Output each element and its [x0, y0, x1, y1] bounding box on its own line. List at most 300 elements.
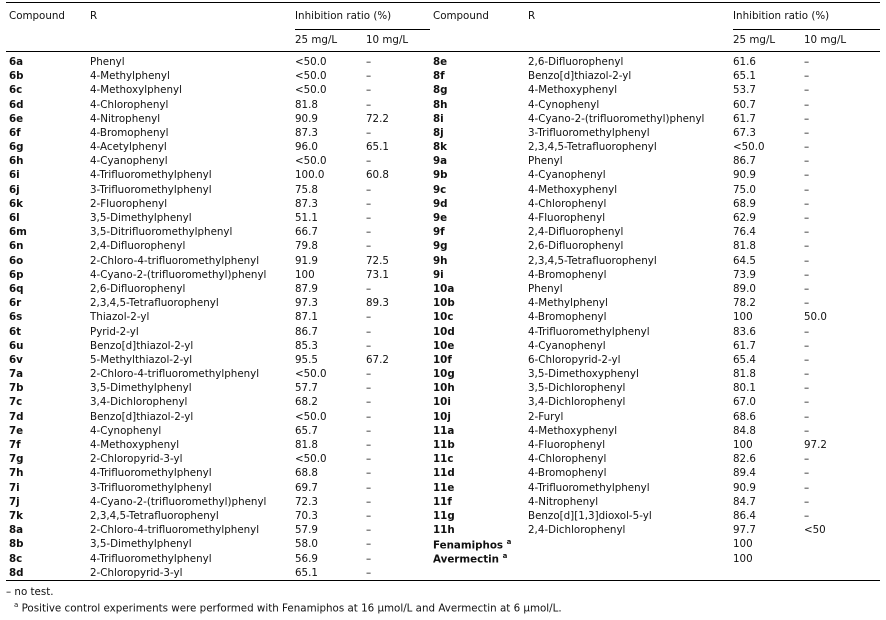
inhibition-25-cell-left: 97.3 — [295, 297, 318, 310]
inhibition-10-cell-left: – — [366, 311, 372, 324]
inhibition-25-cell-left: 68.2 — [295, 396, 318, 409]
inhibition-10-cell-left: – — [366, 84, 372, 97]
substituent-cell-right: 4-Bromophenyl — [528, 311, 607, 324]
compound-cell-left: 7j — [9, 495, 20, 508]
footnote-marker: a — [506, 537, 512, 546]
inhibition-25-cell-right: 80.1 — [733, 382, 756, 395]
substituent-cell-left: 3,5-Ditrifluoromethylphenyl — [90, 226, 233, 239]
inhibition-10-cell-left: – — [366, 282, 372, 295]
inhibition-25-cell-left: 65.1 — [295, 566, 318, 579]
inhibition-10-cell-left: 72.5 — [366, 254, 389, 267]
compound-cell-left: 6e — [9, 112, 24, 125]
substituent-cell-left: 2,6-Difluorophenyl — [90, 282, 186, 295]
inhibition-10-cell-left: – — [366, 424, 372, 437]
table-row — [6, 154, 880, 168]
compound-cell-right: 10i — [433, 396, 451, 409]
inhibition-25-cell-right: 78.2 — [733, 297, 756, 310]
compound-cell-right: 11d — [433, 467, 455, 480]
table-row — [6, 566, 880, 581]
substituent-cell-right — [528, 537, 733, 551]
compound-cell-right: 9c — [433, 183, 447, 196]
substituent-cell-right: 4-Methoxyphenyl — [528, 424, 618, 437]
header-r-left: R — [90, 10, 98, 23]
compound-cell-right: 11a — [433, 424, 455, 437]
substituent-cell-left: 2-Chloro-4-trifluoromethylphenyl — [90, 368, 260, 381]
footnote-control-text: Positive control experiments were performed with Fenamiphos at 16 μmol/L and Avermectin at 6 μmol/L. — [21, 602, 562, 615]
inhibition-10-cell-left: 60.8 — [366, 169, 389, 182]
inhibition-10-cell-left: – — [366, 566, 372, 579]
table-row — [6, 268, 880, 282]
inhibition-10-cell-right: – — [804, 481, 810, 494]
substituent-cell-right: 4-Cyanophenyl — [528, 339, 606, 352]
inhibition-10-cell-right: 97.2 — [804, 439, 827, 451]
inhibition-10-cell-right: – — [804, 254, 810, 267]
inhibition-25-cell-left: 56.9 — [295, 552, 318, 565]
substituent-cell-right: 2-Furyl — [528, 410, 564, 423]
compound-cell-left: 6c — [9, 84, 23, 97]
compound-cell-right: 10e — [433, 339, 455, 352]
inhibition-10-cell-right: – — [804, 339, 810, 352]
substituent-cell-left: Benzo[d]thiazol-2-yl — [90, 410, 194, 423]
table-row — [6, 296, 880, 310]
table-body — [6, 55, 880, 580]
table-row — [6, 98, 880, 112]
inhibition-10-cell-left: – — [366, 439, 372, 451]
substituent-cell-left: 4-Nitrophenyl — [90, 112, 161, 125]
compound-cell-right: 8h — [433, 98, 448, 111]
footnote-positive-control — [6, 599, 880, 615]
table-row — [6, 552, 880, 566]
substituent-cell-right: 4-Cyanophenyl — [528, 169, 606, 182]
substituent-cell-right: 3,5-Dimethoxyphenyl — [528, 368, 639, 381]
compound-cell-left: 8a — [9, 524, 24, 537]
substituent-cell-left: 2-Chloro-4-trifluoromethylphenyl — [90, 524, 260, 537]
inhibition-10-cell-right: – — [804, 155, 810, 168]
header-inhibition-right: Inhibition ratio (%) — [733, 3, 880, 30]
substituent-cell-left: 2,4-Difluorophenyl — [90, 240, 186, 253]
table-row — [6, 126, 880, 140]
inhibition-10-cell-right — [804, 552, 880, 566]
table-row — [6, 537, 880, 551]
compound-cell-right: 10h — [433, 382, 455, 395]
inhibition-25-cell-right: 75.0 — [733, 183, 756, 196]
compound-cell-left: 6m — [9, 226, 27, 239]
inhibition-25-cell-right: 62.9 — [733, 212, 756, 224]
inhibition-10-cell-right: – — [804, 368, 810, 381]
compound-cell-right: 8k — [433, 141, 448, 154]
table-row — [6, 239, 880, 253]
compound-cell-right: 8g — [433, 84, 448, 97]
header-compound-left: Compound — [9, 10, 65, 23]
compound-cell-left: 6q — [9, 282, 24, 295]
compound-cell-left: 7e — [9, 424, 24, 437]
inhibition-10-cell-right: – — [804, 141, 810, 154]
compound-cell-left: 6l — [9, 212, 20, 224]
footnote-marker: a — [502, 551, 508, 560]
inhibition-10-cell-left: – — [366, 524, 372, 537]
substituent-cell-left: 2-Chloropyrid-3-yl — [90, 453, 183, 466]
substituent-cell-right: 3-Trifluoromethylphenyl — [528, 126, 650, 139]
substituent-cell-right: 2,4-Difluorophenyl — [528, 226, 624, 239]
inhibition-25-cell-left: 100.0 — [295, 169, 325, 182]
substituent-cell-right: 4-Chlorophenyl — [528, 197, 607, 210]
compound-cell-left: 8d — [9, 566, 24, 579]
inhibition-10-cell-left: – — [366, 382, 372, 395]
substituent-cell-left: 4-Trifluoromethylphenyl — [90, 467, 212, 480]
inhibition-10-cell-left: – — [366, 226, 372, 239]
substituent-cell-left: 2-Fluorophenyl — [90, 197, 168, 210]
inhibition-25-cell-right: 100 — [733, 538, 753, 551]
compound-cell-left: 6b — [9, 70, 24, 83]
substituent-cell-left: Benzo[d]thiazol-2-yl — [90, 339, 194, 352]
inhibition-10-cell-left: – — [366, 396, 372, 409]
substituent-cell-left: 4-Methylphenyl — [90, 70, 170, 83]
compound-cell-left: 7k — [9, 509, 24, 522]
substituent-cell-right: 3,4-Dichlorophenyl — [528, 396, 626, 409]
inhibition-25-cell-right: 84.8 — [733, 424, 756, 437]
substituent-cell-right: 4-Fluorophenyl — [528, 212, 606, 224]
substituent-cell-right: 4-Trifluoromethylphenyl — [528, 325, 650, 338]
inhibition-10-cell-right: – — [804, 282, 810, 295]
inhibition-25-cell-left: <50.0 — [295, 453, 327, 466]
compound-cell-right: 10j — [433, 410, 451, 423]
substituent-cell-right: 4-Fluorophenyl — [528, 439, 606, 451]
inhibition-25-cell-left: 95.5 — [295, 353, 318, 366]
inhibition-10-cell-right: – — [804, 325, 810, 338]
inhibition-10-cell-left: – — [366, 410, 372, 423]
compound-cell-right: 11b — [433, 439, 455, 451]
table-row — [6, 197, 880, 211]
inhibition-25-cell-left: 69.7 — [295, 481, 318, 494]
substituent-cell-right: 3,5-Dichlorophenyl — [528, 382, 626, 395]
substituent-cell-left: 4-Methoxylphenyl — [90, 84, 182, 97]
table-row — [6, 410, 880, 424]
table-row — [6, 83, 880, 97]
inhibition-25-cell-left: 72.3 — [295, 495, 318, 508]
inhibition-25-cell-left: 75.8 — [295, 183, 318, 196]
table-row — [6, 55, 880, 69]
inhibition-25-cell-right: 100 — [733, 311, 753, 324]
table-row — [6, 495, 880, 509]
inhibition-10-cell-left: – — [366, 70, 372, 83]
inhibition-10-cell-right — [804, 537, 880, 551]
substituent-cell-left: 4-Trifluoromethylphenyl — [90, 169, 212, 182]
inhibition-10-cell-left: – — [366, 453, 372, 466]
table-row — [6, 339, 880, 353]
substituent-cell-left: 3,4-Dichlorophenyl — [90, 396, 188, 409]
compound-cell-left: 6s — [9, 311, 23, 324]
compound-cell-right: 9a — [433, 155, 448, 168]
inhibition-25-cell-right: 61.7 — [733, 339, 756, 352]
substituent-cell-left: 3-Trifluoromethylphenyl — [90, 183, 212, 196]
table-row — [6, 183, 880, 197]
inhibition-25-cell-right: 89.0 — [733, 282, 756, 295]
inhibition-10-cell-left: – — [366, 495, 372, 508]
inhibition-25-cell-right — [733, 566, 804, 581]
substituent-cell-right: 4-Bromophenyl — [528, 467, 607, 480]
compound-cell-left: 6o — [9, 254, 24, 267]
substituent-cell-right: Phenyl — [528, 282, 563, 295]
inhibition-25-cell-left: 68.8 — [295, 467, 318, 480]
substituent-cell-right: Benzo[d][1,3]dioxol-5-yl — [528, 509, 652, 522]
inhibition-25-cell-right: 82.6 — [733, 453, 756, 466]
inhibition-25-cell-right: 86.7 — [733, 155, 756, 168]
inhibition-25-cell-right: 68.9 — [733, 197, 756, 210]
compound-cell-right: 9d — [433, 197, 448, 210]
table-row — [6, 396, 880, 410]
inhibition-10-cell-left: 89.3 — [366, 297, 389, 310]
compound-cell-left: 7g — [9, 453, 24, 466]
inhibition-25-cell-right: 61.6 — [733, 55, 756, 68]
inhibition-10-cell-right: – — [804, 495, 810, 508]
inhibition-25-cell-right: 100 — [733, 439, 753, 451]
substituent-cell-left: 4-Cyano-2-(trifluoromethyl)phenyl — [90, 268, 267, 281]
compound-cell-left: 7f — [9, 439, 21, 451]
table-row — [6, 211, 880, 225]
inhibition-25-cell-right: 68.6 — [733, 410, 756, 423]
inhibition-10-cell-right: – — [804, 98, 810, 111]
inhibition-25-cell-left: 51.1 — [295, 212, 318, 224]
compound-cell-right: 9e — [433, 212, 448, 224]
compound-cell-left: 7b — [9, 382, 24, 395]
substituent-cell-right: 2,3,4,5-Tetrafluorophenyl — [528, 254, 657, 267]
substituent-cell-right: 4-Bromophenyl — [528, 268, 607, 281]
inhibition-25-cell-right: 100 — [733, 552, 753, 565]
substituent-cell-left: 4-Bromophenyl — [90, 126, 169, 139]
header-10mgl-left: 10 mg/L — [366, 34, 409, 47]
inhibition-10-cell-left: 67.2 — [366, 353, 389, 366]
compound-cell-left: 7i — [9, 481, 20, 494]
table-row — [6, 381, 880, 395]
inhibition-25-cell-left: 87.3 — [295, 126, 318, 139]
compound-cell-right: 10a — [433, 282, 455, 295]
inhibition-10-cell-right: – — [804, 112, 810, 125]
compound-cell-right: 9f — [433, 226, 445, 239]
inhibition-25-cell-left: 81.8 — [295, 439, 318, 451]
inhibition-25-cell-right: 67.3 — [733, 126, 756, 139]
compound-cell-left: 6k — [9, 197, 24, 210]
compound-cell-left: 6a — [9, 55, 24, 68]
inhibition-10-cell-left: – — [366, 552, 372, 565]
substituent-cell-right — [528, 552, 733, 566]
inhibition-25-cell-left: 58.0 — [295, 538, 318, 551]
header-r-right: R — [528, 10, 536, 23]
compound-name: Avermectin — [433, 553, 499, 566]
inhibition-10-cell-right: – — [804, 396, 810, 409]
compound-cell-right: 10c — [433, 311, 454, 324]
compound-name: Fenamiphos — [433, 539, 504, 552]
inhibition-table — [6, 2, 880, 581]
substituent-cell-left: 2-Chloropyrid-3-yl — [90, 566, 183, 579]
table-row — [6, 225, 880, 239]
table-row — [6, 140, 880, 154]
inhibition-10-cell-right: – — [804, 268, 810, 281]
inhibition-25-cell-right: 86.4 — [733, 509, 756, 522]
header-25mgl-right: 25 mg/L — [733, 34, 776, 47]
table-row — [6, 367, 880, 381]
inhibition-10-cell-right: – — [804, 410, 810, 423]
compound-cell-left: 7h — [9, 467, 24, 480]
substituent-cell-right: 2,3,4,5-Tetrafluorophenyl — [528, 141, 657, 154]
inhibition-25-cell-right: 65.1 — [733, 70, 756, 83]
compound-cell-right: 8e — [433, 55, 448, 68]
inhibition-10-cell-right: – — [804, 226, 810, 239]
inhibition-10-cell-right: – — [804, 84, 810, 97]
inhibition-25-cell-right: 60.7 — [733, 98, 756, 111]
compound-cell-left: 6n — [9, 240, 24, 253]
header-25mgl-left: 25 mg/L — [295, 34, 338, 47]
inhibition-10-cell-right: – — [804, 55, 810, 68]
compound-cell-right: 9i — [433, 268, 444, 281]
inhibition-10-cell-left: – — [366, 98, 372, 111]
substituent-cell-left: 2,3,4,5-Tetrafluorophenyl — [90, 509, 219, 522]
inhibition-10-cell-right: – — [804, 353, 810, 366]
table-row — [6, 69, 880, 83]
inhibition-25-cell-left: 79.8 — [295, 240, 318, 253]
inhibition-10-cell-left: – — [366, 339, 372, 352]
compound-cell-right: 9h — [433, 254, 448, 267]
compound-cell-left: 6t — [9, 325, 22, 338]
footnote-no-test: – no test. — [6, 586, 54, 598]
inhibition-25-cell-right: 81.8 — [733, 368, 756, 381]
inhibition-25-cell-right: 64.5 — [733, 254, 756, 267]
substituent-cell-left: Thiazol-2-yl — [90, 311, 150, 324]
inhibition-25-cell-right: 89.4 — [733, 467, 756, 480]
inhibition-25-cell-right: 73.9 — [733, 268, 756, 281]
substituent-cell-left: Phenyl — [90, 55, 125, 68]
compound-cell-right: 10b — [433, 297, 455, 310]
compound-cell-left: 7c — [9, 396, 23, 409]
inhibition-25-cell-right: 61.7 — [733, 112, 756, 125]
inhibition-10-cell-right — [804, 566, 880, 581]
inhibition-10-cell-left: – — [366, 481, 372, 494]
compound-cell-left: 6r — [9, 297, 22, 310]
header-compound-right: Compound — [433, 10, 489, 23]
inhibition-25-cell-right: 83.6 — [733, 325, 756, 338]
substituent-cell-right: 4-Chlorophenyl — [528, 453, 607, 466]
table-row — [6, 523, 880, 537]
inhibition-10-cell-right: – — [804, 126, 810, 139]
substituent-cell-left: 2,3,4,5-Tetrafluorophenyl — [90, 297, 219, 310]
inhibition-10-cell-right: – — [804, 424, 810, 437]
compound-cell-right: 11f — [433, 495, 452, 508]
inhibition-25-cell-right: 65.4 — [733, 353, 756, 366]
inhibition-25-cell-left: 65.7 — [295, 424, 318, 437]
compound-cell-left: 6v — [9, 353, 23, 366]
substituent-cell-right: Phenyl — [528, 155, 563, 168]
compound-cell-left: 6u — [9, 339, 24, 352]
table-row — [6, 452, 880, 466]
substituent-cell-right: 2,6-Difluorophenyl — [528, 240, 624, 253]
substituent-cell-right: 4-Cynophenyl — [528, 98, 600, 111]
compound-cell-left: 6h — [9, 155, 24, 168]
table-row — [6, 466, 880, 480]
inhibition-25-cell-left: 66.7 — [295, 226, 318, 239]
inhibition-10-cell-right: – — [804, 467, 810, 480]
inhibition-10-cell-left: – — [366, 240, 372, 253]
table-row — [6, 169, 880, 183]
substituent-cell-right: Benzo[d]thiazol-2-yl — [528, 70, 632, 83]
substituent-cell-left: 4-Methoxyphenyl — [90, 439, 180, 451]
compound-cell-right: 10g — [433, 368, 455, 381]
table-row — [6, 424, 880, 438]
compound-cell-left: 6g — [9, 141, 24, 154]
inhibition-10-cell-left: – — [366, 538, 372, 551]
inhibition-10-cell-right: – — [804, 212, 810, 224]
table-row — [6, 282, 880, 296]
inhibition-10-cell-left: – — [366, 197, 372, 210]
compound-cell-left: 6d — [9, 98, 24, 111]
compound-cell-left: 6p — [9, 268, 24, 281]
inhibition-25-cell-right: 53.7 — [733, 84, 756, 97]
inhibition-10-cell-left: – — [366, 155, 372, 168]
compound-cell-left: 8c — [9, 552, 23, 565]
inhibition-10-cell-right: – — [804, 240, 810, 253]
inhibition-25-cell-left: 87.1 — [295, 311, 318, 324]
inhibition-10-cell-right: – — [804, 297, 810, 310]
substituent-cell-left: 4-Trifluoromethylphenyl — [90, 552, 212, 565]
substituent-cell-left: 4-Chlorophenyl — [90, 98, 169, 111]
substituent-cell-left: 4-Cyanophenyl — [90, 155, 168, 168]
compound-cell-left: 7d — [9, 410, 24, 423]
inhibition-25-cell-left: 91.9 — [295, 254, 318, 267]
compound-cell-left: 8b — [9, 538, 24, 551]
substituent-cell-left: 3,5-Dimethylphenyl — [90, 538, 192, 551]
inhibition-25-cell-left: 90.9 — [295, 112, 318, 125]
inhibition-10-cell-left: – — [366, 183, 372, 196]
inhibition-25-cell-left: 87.3 — [295, 197, 318, 210]
inhibition-10-cell-right: – — [804, 70, 810, 83]
inhibition-10-cell-right: – — [804, 509, 810, 522]
substituent-cell-right: 6-Chloropyrid-2-yl — [528, 353, 621, 366]
compound-cell-right — [430, 552, 528, 566]
inhibition-25-cell-left: <50.0 — [295, 84, 327, 97]
compound-cell-right: 9g — [433, 240, 448, 253]
inhibition-25-cell-left: 86.7 — [295, 325, 318, 338]
substituent-cell-left: Pyrid-2-yl — [90, 325, 139, 338]
table-row — [6, 509, 880, 523]
inhibition-25-cell-left: 81.8 — [295, 98, 318, 111]
substituent-cell-right: 4-Methoxyphenyl — [528, 84, 618, 97]
inhibition-25-cell-left: 70.3 — [295, 509, 318, 522]
inhibition-10-cell-left: 72.2 — [366, 112, 389, 125]
inhibition-10-cell-left: – — [366, 368, 372, 381]
inhibition-10-cell-left: – — [366, 126, 372, 139]
inhibition-25-cell-right: 97.7 — [733, 524, 756, 537]
compound-cell-right: 10d — [433, 325, 455, 338]
inhibition-25-cell-left: <50.0 — [295, 55, 327, 68]
compound-cell-left: 7a — [9, 368, 24, 381]
inhibition-10-cell-right: <50 — [804, 524, 826, 537]
header-inhibition-left: Inhibition ratio (%) — [295, 3, 430, 30]
inhibition-25-cell-left: <50.0 — [295, 155, 327, 168]
inhibition-25-cell-left: 85.3 — [295, 339, 318, 352]
inhibition-10-cell-left: – — [366, 212, 372, 224]
inhibition-10-cell-left: – — [366, 55, 372, 68]
compound-cell-right: 11e — [433, 481, 455, 494]
inhibition-25-cell-right: 67.0 — [733, 396, 756, 409]
substituent-cell-right: 4-Trifluoromethylphenyl — [528, 481, 650, 494]
inhibition-25-cell-left: 100 — [295, 268, 315, 281]
compound-cell-right: 11g — [433, 509, 455, 522]
substituent-cell-right: 4-Methylphenyl — [528, 297, 608, 310]
compound-cell-left: 6f — [9, 126, 21, 139]
compound-cell-right: 8f — [433, 70, 445, 83]
footnotes — [6, 586, 880, 615]
substituent-cell-left: 2-Chloro-4-trifluoromethylphenyl — [90, 254, 260, 267]
inhibition-25-cell-right: 81.8 — [733, 240, 756, 253]
compound-cell-left: 6i — [9, 169, 20, 182]
